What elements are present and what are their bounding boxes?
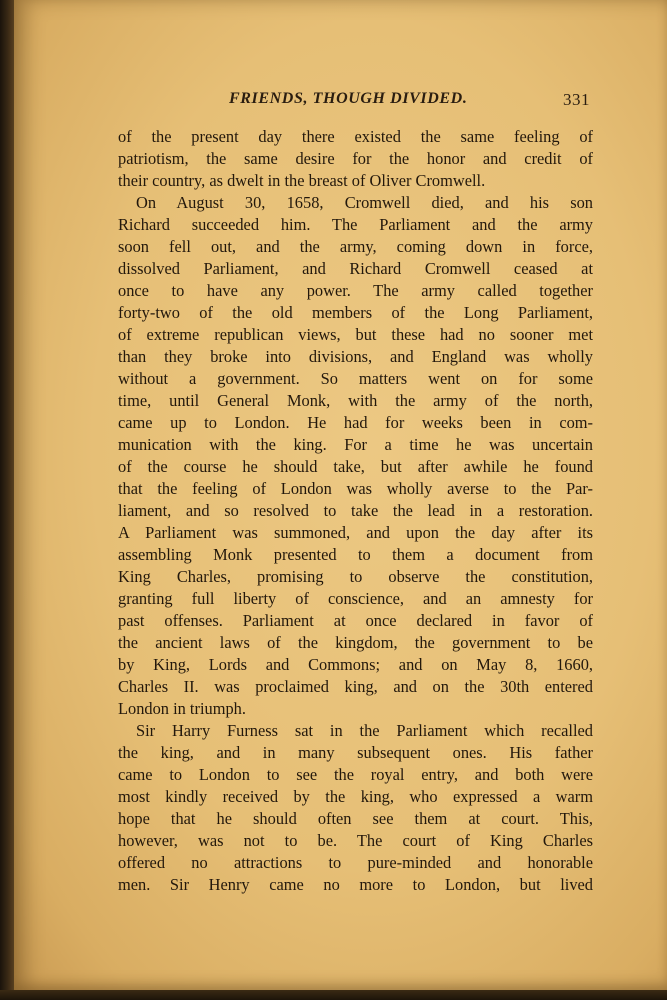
text-line: of extreme republican views, but these had no sooner met <box>118 325 593 344</box>
text-line: past offenses. Parliament at once declared in favor of <box>118 611 593 630</box>
body-text <box>118 126 593 896</box>
text-line: offered no attractions to pure-minded and honorable <box>118 853 593 872</box>
text-line: Sir Harry Furness sat in the Parliament which recalled <box>136 721 593 740</box>
text-line: Richard succeeded him. The Parliament and the army <box>118 215 593 234</box>
text-line: the king, and in many subsequent ones. His father <box>118 743 593 762</box>
text-line: the ancient laws of the kingdom, the government to be <box>118 633 593 652</box>
text-line: most kindly received by the king, who expressed a warm <box>118 787 593 806</box>
text-line: King Charles, promising to observe the constitution, <box>118 567 593 586</box>
text-line: hope that he should often see them at court. This, <box>118 809 593 828</box>
page-bottom-edge <box>0 990 667 1000</box>
text-line: Charles II. was proclaimed king, and on the 30th entered <box>118 677 593 696</box>
text-line: assembling Monk presented to them a document from <box>118 545 593 564</box>
text-line: On August 30, 1658, Cromwell died, and his son <box>136 193 593 212</box>
text-line: once to have any power. The army called together <box>118 281 593 300</box>
text-line: that the feeling of London was wholly averse to the Par- <box>118 479 593 498</box>
running-title: FRIENDS, THOUGH DIVIDED. <box>229 90 468 107</box>
text-line: munication with the king. For a time he was uncertain <box>118 435 593 454</box>
text-line: London in triumph. <box>118 699 246 718</box>
text-line: came to London to see the royal entry, and both were <box>118 765 593 784</box>
text-line: dissolved Parliament, and Richard Cromwell ceased at <box>118 259 593 278</box>
text-line: A Parliament was summoned, and upon the day after its <box>118 523 593 542</box>
text-line: liament, and so resolved to take the lead in a restoration. <box>118 501 593 520</box>
text-line: soon fell out, and the army, coming down in force, <box>118 237 593 256</box>
text-line: of the course he should take, but after awhile he found <box>118 457 593 476</box>
text-line: granting full liberty of conscience, and an amnesty for <box>118 589 593 608</box>
text-line: by King, Lords and Commons; and on May 8, 1660, <box>118 655 593 674</box>
text-line: men. Sir Henry came no more to London, but lived <box>118 875 593 894</box>
text-line: forty-two of the old members of the Long Parliament, <box>118 303 593 322</box>
page-number: 331 <box>563 90 590 109</box>
text-line: than they broke into divisions, and England was wholly <box>118 347 593 366</box>
text-line: of the present day there existed the same feeling of <box>118 127 593 146</box>
text-line: patriotism, the same desire for the honor and credit of <box>118 149 593 168</box>
running-head <box>0 88 667 112</box>
text-line: came up to London. He had for weeks been in com- <box>118 413 593 432</box>
text-line: without a government. So matters went on for some <box>118 369 593 388</box>
text-line: however, was not to be. The court of King Charles <box>118 831 593 850</box>
text-line: their country, as dwelt in the breast of Oliver Cromwell. <box>118 171 486 190</box>
text-line: time, until General Monk, with the army of the north, <box>118 391 593 410</box>
